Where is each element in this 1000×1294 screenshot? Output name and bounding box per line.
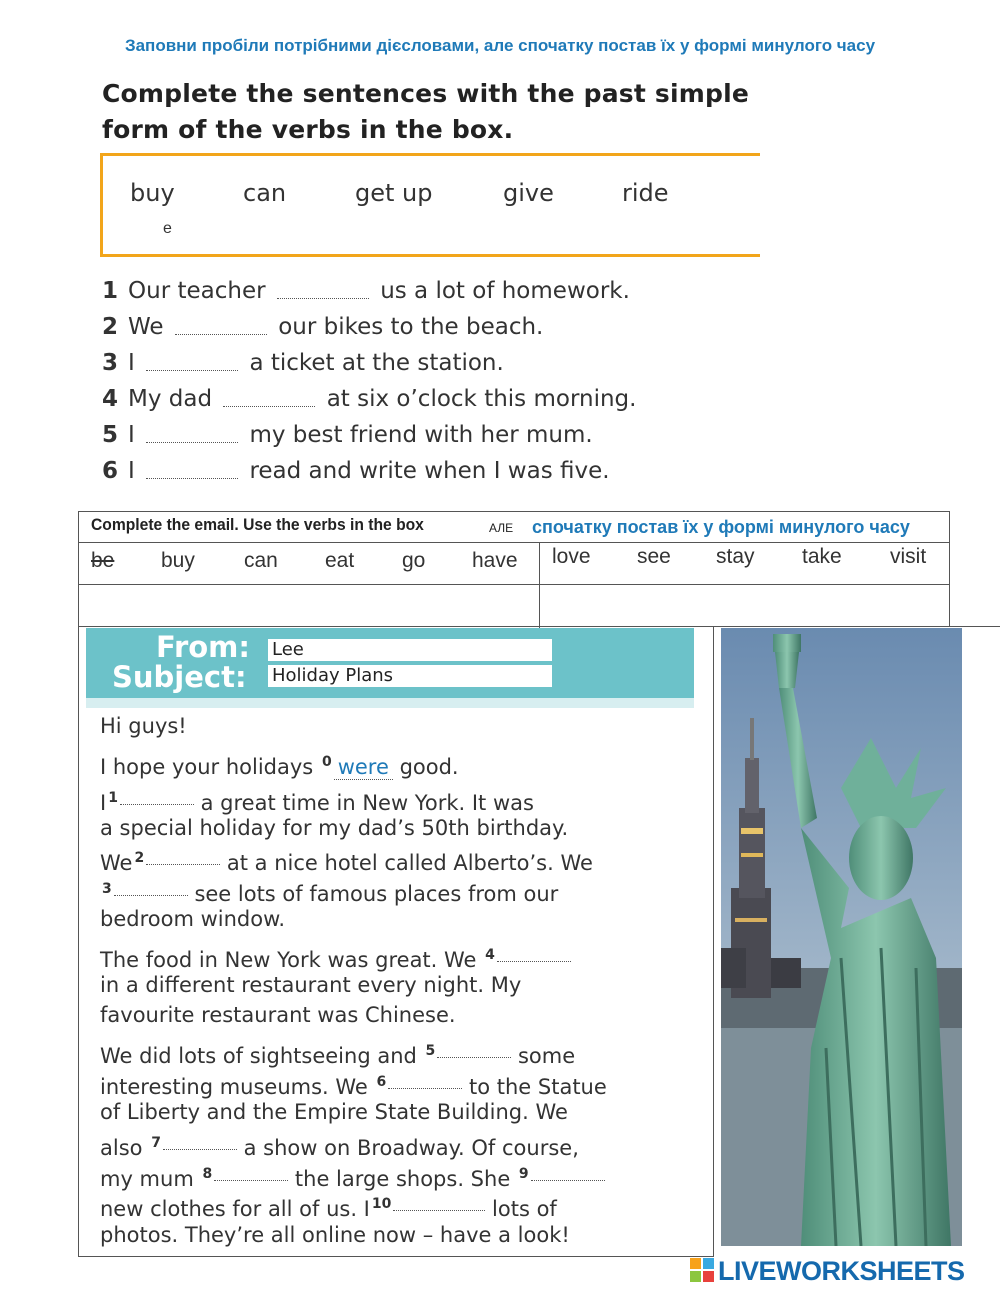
box-word: buy xyxy=(130,179,175,207)
answer-blank[interactable] xyxy=(277,278,369,299)
gap-number: 1 xyxy=(108,790,118,806)
example-answer: were xyxy=(334,755,393,780)
answer-input-4[interactable] xyxy=(223,389,319,412)
answer-input-1[interactable] xyxy=(277,281,373,304)
word-box xyxy=(100,153,760,257)
email-line: new clothes for all of us. I $^{10}$ lots of xyxy=(100,1196,557,1221)
box-word: ride xyxy=(622,179,669,207)
gap-number: 4 xyxy=(485,947,495,963)
verb-word: have xyxy=(472,549,518,572)
answer-input-3[interactable] xyxy=(146,353,242,376)
task1-title-line1: Complete the sentences with the past simple xyxy=(102,79,750,108)
verb-table xyxy=(78,511,950,627)
box-word: can xyxy=(243,179,287,207)
gap-number: 10 xyxy=(371,1196,392,1212)
email-line: $^3$ see lots of famous places from our xyxy=(102,881,559,906)
verb-word: visit xyxy=(890,545,927,568)
box-word-fragment: e xyxy=(163,220,172,237)
from-label: From: xyxy=(156,630,250,664)
email-frame-left xyxy=(78,627,79,1257)
email-line: We $^2$ at a nice hotel called Alberto’s. We xyxy=(100,850,593,875)
verb-word: buy xyxy=(161,549,195,572)
sentence-3: 3 I a ticket at the station. xyxy=(102,350,504,376)
box-word: give xyxy=(503,179,554,207)
gap-number: 6 xyxy=(376,1074,387,1090)
verb-word: take xyxy=(802,545,842,568)
verb-word: see xyxy=(637,545,671,568)
email-input-2[interactable] xyxy=(146,856,224,876)
answer-input-6[interactable] xyxy=(146,461,242,484)
email-line: interesting museums. We $^6$ to the Statue xyxy=(100,1074,607,1099)
answer-blank[interactable] xyxy=(146,350,238,371)
liveworksheets-brand xyxy=(690,1256,990,1286)
photo-divider xyxy=(713,627,714,1257)
email-line: bedroom window. xyxy=(100,907,286,931)
email-line: We did lots of sightseeing and $^5$ some xyxy=(100,1043,576,1068)
email-line: a special holiday for my dad’s 50th birthday. xyxy=(100,816,569,840)
box-word: get up xyxy=(355,179,433,207)
verb-word: can xyxy=(244,549,278,572)
email-line: photos. They’re all online now – have a look! xyxy=(100,1223,570,1247)
email-header xyxy=(86,628,694,698)
email-input-5[interactable] xyxy=(437,1049,515,1069)
verb-word: go xyxy=(402,549,426,572)
email-line: of Liberty and the Empire State Building. We xyxy=(100,1100,568,1124)
verb-word: eat xyxy=(325,549,355,572)
email-blank-2[interactable] xyxy=(146,848,220,865)
email-blank-1[interactable] xyxy=(120,788,194,805)
email-blank-9[interactable] xyxy=(531,1164,605,1181)
subject-label: Subject: xyxy=(112,660,247,694)
email-blank-10[interactable] xyxy=(393,1194,485,1211)
answer-blank[interactable] xyxy=(175,314,267,335)
email-line: The food in New York was great. We $^4$ xyxy=(100,940,571,975)
statue-of-liberty-photo xyxy=(721,628,962,1246)
sentence-5: 5 I my best friend with her mum. xyxy=(102,422,593,448)
verb-table-header xyxy=(79,512,949,543)
email-blank-8[interactable] xyxy=(214,1164,288,1181)
task2-connector: АЛЕ xyxy=(489,521,514,535)
verb-word: love xyxy=(552,545,591,568)
email-line: favourite restaurant was Chinese. xyxy=(100,1003,456,1027)
gap-number: 7 xyxy=(151,1135,161,1151)
email-line: also $^7$ a show on Broadway. Of course, xyxy=(100,1135,579,1160)
email-input-7[interactable] xyxy=(163,1141,241,1161)
email-line: I $^1$ a great time in New York. It was xyxy=(100,790,534,815)
email-line: in a different restaurant every night. My xyxy=(100,973,522,997)
email-blank-3[interactable] xyxy=(114,879,188,896)
email-line: I hope your holidays $^0$ were good. xyxy=(100,754,459,779)
answer-blank[interactable] xyxy=(223,386,315,407)
answer-input-5[interactable] xyxy=(146,425,242,448)
email-header-underline xyxy=(86,698,694,708)
email-blank-4[interactable] xyxy=(497,945,571,962)
sentence-2: 2 We our bikes to the beach. xyxy=(102,314,544,340)
email-frame-bottom xyxy=(78,1256,714,1257)
email-blank-7[interactable] xyxy=(163,1133,237,1150)
email-line: my mum $^8$ the large shops. She $^9$ xyxy=(100,1159,605,1194)
task2-title: Complete the email. Use the verbs in the box xyxy=(91,515,424,534)
instruction-ukrainian: Заповни пробіли потрібними дієсловами, але спочатку постав їх у формі минулого часу xyxy=(124,36,876,55)
email-input-10[interactable] xyxy=(393,1202,489,1222)
task2-instruction-ukrainian: спочатку постав їх у формі минулого часу xyxy=(532,517,910,537)
email-greeting: Hi guys! xyxy=(100,714,187,738)
from-field: Lee xyxy=(268,639,552,661)
sentence-1: 1 Our teacher us a lot of homework. xyxy=(102,278,630,304)
sentence-4: 4 My dad at six o’clock this morning. xyxy=(102,386,637,412)
verb-word-crossed: be xyxy=(91,549,115,572)
task1-title-line2: form of the verbs in the box. xyxy=(102,115,514,144)
gap-number: 3 xyxy=(102,881,112,897)
email-blank-5[interactable] xyxy=(437,1041,511,1058)
answer-blank[interactable] xyxy=(146,422,238,443)
gap-number: 0 xyxy=(321,754,332,770)
table-row-line xyxy=(79,584,949,585)
gap-number: 5 xyxy=(425,1043,436,1059)
verb-word: stay xyxy=(716,545,755,568)
subject-field: Holiday Plans xyxy=(268,665,552,687)
table-divider xyxy=(539,542,540,628)
gap-number: 9 xyxy=(518,1166,529,1182)
brand-name: LIVEWORKSHEETS xyxy=(718,1256,965,1286)
answer-blank[interactable] xyxy=(146,458,238,479)
email-blank-6[interactable] xyxy=(388,1072,462,1089)
sentence-6: 6 I read and write when I was five. xyxy=(102,458,610,484)
gap-number: 2 xyxy=(134,850,145,866)
gap-number: 8 xyxy=(202,1166,213,1182)
answer-input-2[interactable] xyxy=(175,317,271,340)
task1-title xyxy=(102,76,749,148)
liveworksheets-logo-icon xyxy=(690,1258,714,1282)
table-line-extension xyxy=(950,626,1000,627)
